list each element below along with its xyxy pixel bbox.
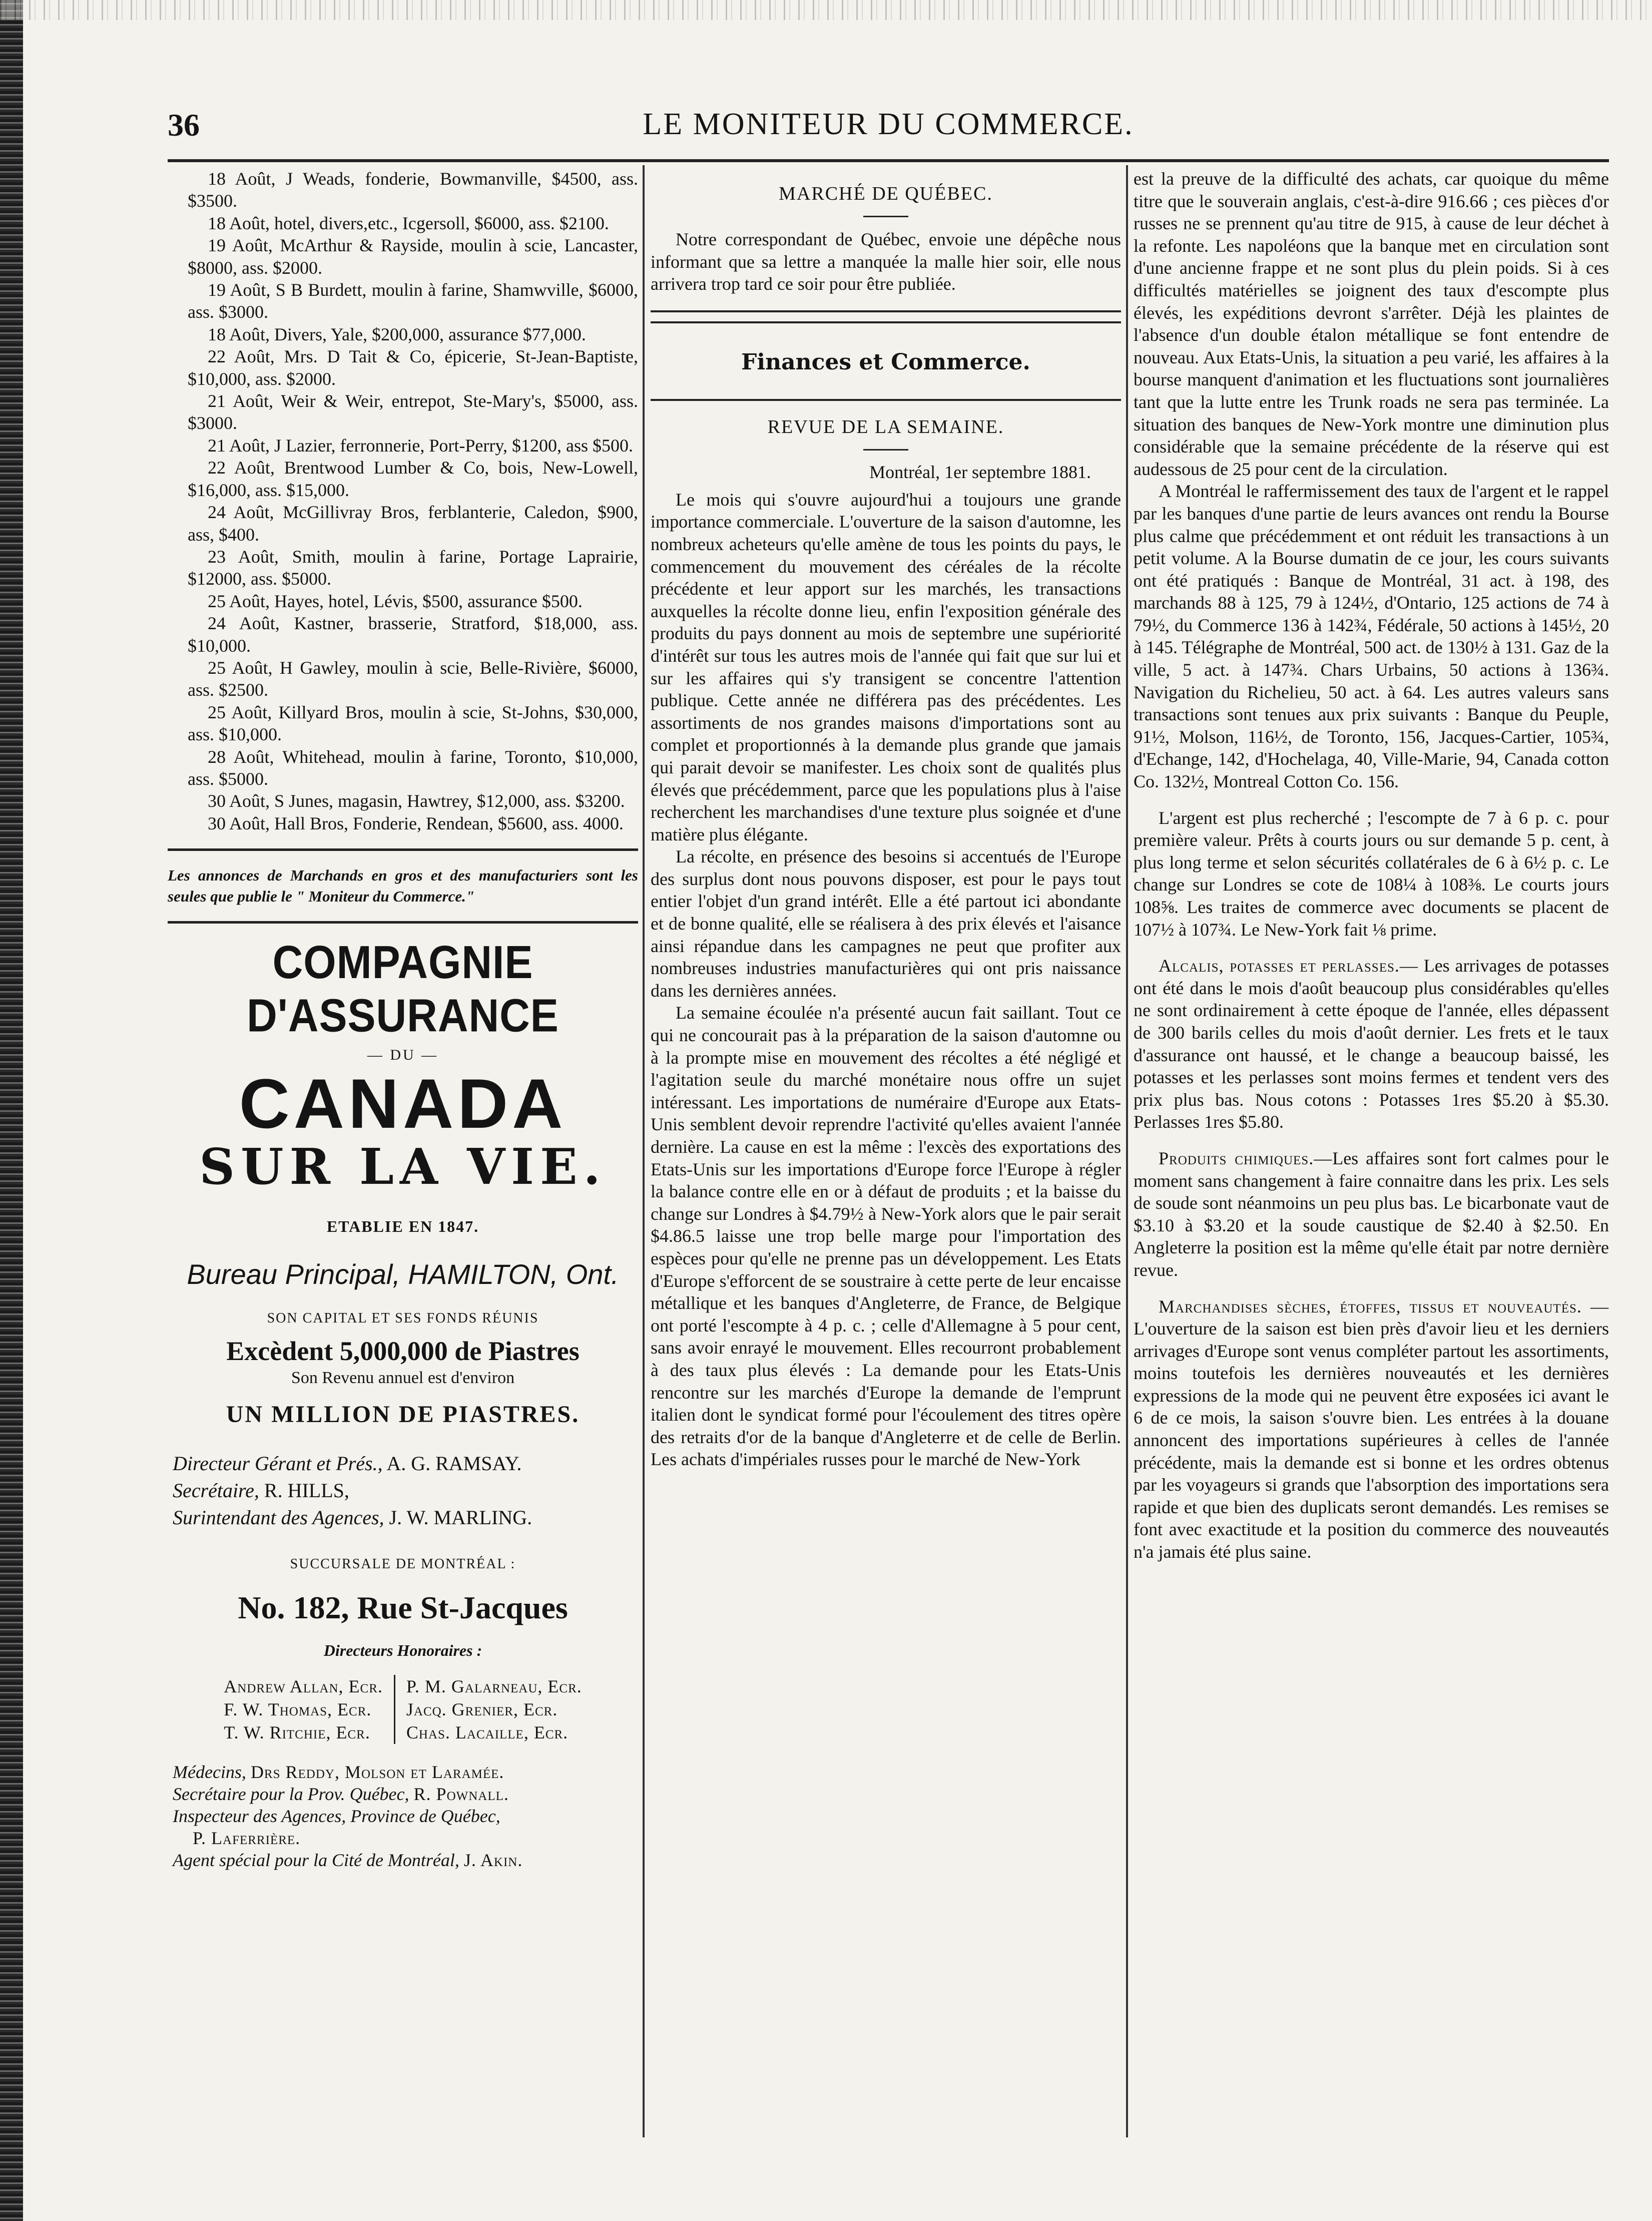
officer-name: R. HILLS,: [264, 1479, 349, 1502]
officer-line: [173, 1477, 638, 1504]
section-heading: Alcalis, potasses et perlasses.—: [1159, 956, 1418, 976]
role-label: Inspecteur des Agences, Province de Québec,: [173, 1806, 500, 1826]
list-item: 23 Août, Smith, moulin à farine, Portage Laprairie, $12000, ass. $5000.: [188, 546, 638, 589]
dry-goods-section: [1134, 1295, 1609, 1563]
director-name: P. M. Galarneau, Ecr.: [406, 1676, 582, 1696]
list-item: 22 Août, Mrs. D Tait & Co, épicerie, St-Jean-Baptiste, $10,000, ass. $2000.: [188, 346, 638, 389]
double-rule: [651, 310, 1121, 323]
finances-title: Finances et Commerce.: [741, 349, 1030, 375]
section-rule: [651, 399, 1121, 401]
ad-company-name: COMPAGNIE D'ASSURANCE: [247, 936, 559, 1042]
list-item: 24 Août, Kastner, brasserie, Stratford, $18,000, ass. $10,000.: [188, 613, 638, 656]
officer-line: [173, 1450, 638, 1477]
director-name: T. W. Ritchie, Ecr.: [224, 1722, 370, 1742]
director-name: F. W. Thomas, Ecr.: [224, 1699, 372, 1719]
section-text: Les arrivages de potasses ont été dans le mois d'août beaucoup plus considérables qu'elles ne sont ordinairement à cette époque de l'année, elles dépassent de 300 barils celles du mois d'août dernier. Les frets et le taux d'assurance ont haussé, et le change a beaucoup baissé, les potasses et les perlasses sont moins fermes et tendent vers des prix plus bas. Nous cotons : Potasses 1res $5.20 à $5.30. Perlasses 1res $5.80.: [1134, 956, 1609, 1132]
list-item: 21 Août, J Lazier, ferronnerie, Port-Perry, $1200, ass $500.: [208, 435, 634, 456]
officer-line: [173, 1504, 638, 1531]
short-rule: [863, 449, 908, 451]
officer-name: A. G. RAMSAY.: [386, 1452, 522, 1475]
list-item: 30 Août, Hall Bros, Fonderie, Rendean, $5600, ass. 4000.: [208, 813, 624, 833]
weekly-review-text: [651, 489, 1121, 1471]
role-value: R. Pownall.: [413, 1784, 509, 1804]
role-value: J. Akin.: [463, 1850, 523, 1870]
director-name: Jacq. Grenier, Ecr.: [406, 1699, 558, 1719]
list-item: 18 Août, Divers, Yale, $200,000, assurance $77,000.: [208, 324, 586, 344]
ad-provincial-secretary: [173, 1783, 638, 1805]
role-label: Secrétaire pour la Prov. Québec,: [173, 1784, 409, 1804]
list-item: 25 Août, Hayes, hotel, Lévis, $500, assurance $500.: [208, 591, 583, 611]
list-item: 18 Août, hotel, divers,etc., Icgersoll, $6000, ass. $2100.: [208, 213, 609, 233]
list-item: 18 Août, J Weads, fonderie, Bowmanville, $4500, ass. $3500.: [188, 169, 638, 211]
page-number: 36: [168, 107, 200, 143]
director-name: Andrew Allan, Ecr.: [224, 1676, 383, 1696]
weekly-review-continued: [1134, 168, 1609, 1563]
list-item: 22 Août, Brentwood Lumber & Co, bois, New-Lowell, $16,000, ass. $15,000.: [188, 458, 638, 500]
chemicals-section: [1134, 1147, 1609, 1281]
officer-role: Directeur Gérant et Prés.,: [173, 1452, 383, 1475]
quebec-market-text: [651, 228, 1121, 295]
header-rule: [168, 159, 1609, 162]
column-right: [1134, 168, 1609, 2136]
paragraph: A Montréal le raffermissement des taux de l'argent et le rappel par les banques d'une partie de leurs avances ont rendu la Bourse plus calme que précédemment et ont réduit les transactions à un petit volume. A la Bourse dumatin de ce jour, les cours suivants ont été pratiqués : Banque de Montréal, 31 act. à 198, des marchands 88 à 125, 79 à 124½, d'Ontario, 125 actions de 74 à 79½, du Commerce 136 à 142¾, Fédérale, 50 actions à 145½, 20 à 145. Télégraphe de Montréal, 500 act. de 130½ à 131. Gaz de la ville, 5 act. à 147¾. Chars Urbains, 50 actions à 136¾. Navigation du Richelieu, 50 act. à 64. Les autres valeurs sans transactions sont tenues aux prix suivants : Banque du Peuple, 91½, Molson, 116½, de Toronto, 156, Jacques-Cartier, 105¾, d'Echange, 142, d'Hochelaga, 40, Ville-Marie, 94, Canada cotton Co. 132½, Montreal Cotton Co. 156.: [1134, 481, 1609, 792]
quebec-market-title: MARCHÉ DE QUÉBEC.: [779, 183, 993, 204]
ad-revenue-label: Son Revenu annuel est d'environ: [291, 1368, 515, 1387]
director-name: Chas. Lacaille, Ecr.: [406, 1722, 569, 1742]
list-item: 25 Août, Killyard Bros, moulin à scie, St-Johns, $30,000, ass. $10,000.: [188, 702, 638, 745]
ad-branch-address: No. 182, Rue St-Jacques: [238, 1589, 568, 1625]
role-value: P. Laferrière.: [193, 1828, 301, 1848]
role-value: Drs Reddy, Molson et Laramée.: [250, 1761, 504, 1782]
ad-capital-label: SON CAPITAL ET SES FONDS RÉUNIS: [267, 1310, 539, 1326]
paragraph: La récolte, en présence des besoins si accentués de l'Europe des surplus dont nous pouvons disposer, est pour le pays tout entier l'objet d'un grand intérêt. Elle a été partout ici abondante et de bonne qualité, elle se réalisera à des prix élevés et l'aisance ainsi répandue dans les campagnes ne peut que profiter aux nombreuses industries manufacturières qui ont pris naissance dans les dernières années.: [651, 846, 1121, 1001]
section-heading: Marchandises sèches, étoffes, tissus et nouveautés. —: [1159, 1296, 1609, 1316]
ad-footer: [168, 1761, 638, 1871]
role-label: Agent spécial pour la Cité de Montréal,: [173, 1850, 459, 1870]
paragraph: est la preuve de la difficulté des achats, car quoique du même titre que le souverain anglais, c'est-à-dire 916.66 ; ces pièces d'or russes ne se prennent qu'au titre de 915, à cause de leur déchet à la refonte. Les napoléons que la banque met en circulation sont d'une ancienne frappe et ne sont plus du plein poids. Si à ces difficultés matérielles se joignent des taux d'escompte plus élevés, les expéditions devront s'arrêter. Déjà les plaintes de l'absence d'un double étalon métallique se font entendre de nouveau. Aux Etats-Unis, la situation a peu varié, les affaires à la bourse manquent d'animation et les fluctuations sont journalières tant que la lutte entre les Trunk roads ne sera pas terminée. La situation des banques de New-York montre une diminution plus considérable que la semaine précédente de la réserve qui est audessous de 25 pour cent de la circulation.: [1134, 169, 1609, 479]
column-rule: [643, 165, 645, 2137]
officer-role: Secrétaire,: [173, 1479, 259, 1502]
fire-list: [168, 168, 638, 834]
separator-rule: [168, 921, 638, 924]
officer-role: Surintendant des Agences,: [173, 1506, 384, 1529]
role-label: Médecins,: [173, 1761, 246, 1782]
scan-edge: [0, 0, 23, 2221]
dateline: Montréal, 1er septembre 1881.: [869, 462, 1091, 482]
list-item: 28 Août, Whitehead, moulin à farine, Toronto, $10,000, ass. $5000.: [188, 746, 638, 789]
column-middle: [651, 168, 1121, 2136]
insurance-advertisement: [168, 936, 638, 1871]
advertising-notice: Les annonces de Marchands en gros et des manufacturiers sont les seules que publie le " Moniteur du Commerce.": [168, 848, 638, 907]
column-left: [168, 168, 638, 2136]
ad-directors: [168, 1675, 638, 1744]
list-item: 19 Août, S B Burdett, moulin à farine, Shamwville, $6000, ass. $3000.: [188, 280, 638, 322]
ad-head-office: Bureau Principal, HAMILTON, Ont.: [187, 1258, 619, 1290]
weekly-review-title: REVUE DE LA SEMAINE.: [767, 416, 1004, 437]
paragraph: L'argent est plus recherché ; l'escompte de 7 à 6 p. c. pour première valeur. Prêts à courts jours ou sur demande 5 p. cent, à plus long terme et selon sécurités collatérales de 6 à 6½ p. c. Le change sur Londres se cote de 108¼ à 108⅜. Le courts jours 108⅝. Les traites de commerce avec documents se placent de 107½ à 107¾. Le New-York fait ⅛ prime.: [1134, 807, 1609, 940]
ad-special-agent: [173, 1849, 638, 1871]
list-item: 30 Août, S Junes, magasin, Hawtrey, $12,000, ass. $3200.: [208, 791, 625, 811]
directors-right: [394, 1675, 593, 1744]
section-text: L'ouverture de la saison est bien près d'avoir lieu et les derniers arrivages d'Europe sont venus compléter partout les assortiments, moins toutefois les dernières nouveautés et les dernières expressions de la mode qui ne peuvent être exposées ici avant le 6 de ce mois, la saison s'ouvre bien. Les entrées à la douane annoncent des importations supérieures à celles de l'année précédente, mais la demande est si bonne et les ordres obtenus par les voyageurs si grands que l'absorption des importations sera rapide et que bien des duplicats seront demandés. Les remises se font avec exactitude et la position du commerce des nouveautés n'a jamais été plus saine.: [1134, 1318, 1609, 1562]
officer-name: J. W. MARLING.: [389, 1506, 532, 1529]
ad-branch-label: SUCCURSALE DE MONTRÉAL :: [290, 1556, 516, 1572]
column-rule: [1126, 165, 1128, 2137]
list-item: 25 Août, H Gawley, moulin à scie, Belle-Rivière, $6000, ass. $2500.: [188, 657, 638, 700]
ad-physicians: [173, 1761, 638, 1783]
short-rule: [863, 216, 908, 217]
ad-officers: [168, 1450, 638, 1531]
paragraph: Le mois qui s'ouvre aujourd'hui a toujours une grande importance commerciale. L'ouverture de la saison d'automne, les nombreux acheteurs qu'elle amène de tous les points du pays, le commencement du mouvement des céréales de la récolte précédente et leur apport sur les marchés, les transactions auxquelles la récolte donne lieu, enfin l'exposition générale des produits du pays donnent au mois de septembre une supériorité d'intérêt sur tous les autres mois de l'année qui fait que sur lui et sur les affaires qui s'y transigent se concentre l'attention publique. Cette année ne différera pas des précédentes. Les assortiments de nos grandes maisons d'importations sont au complet et proportionnés à la demande plus grande que jamais qui parait devoir se manifester. Les choix sont de qualités plus élevés que précédemment, parce que les populations plus à l'aise recherchent les marchandises d'une texture plus soignée et d'une matière plus élégante.: [651, 489, 1121, 844]
list-item: 24 Août, McGillivray Bros, ferblanterie, Caledon, $900, ass, $400.: [188, 502, 638, 545]
potash-section: [1134, 955, 1609, 1133]
ad-established: ETABLIE EN 1847.: [326, 1217, 479, 1235]
ad-revenue-amount: UN MILLION DE PIASTRES.: [226, 1401, 580, 1428]
ad-inspector: [173, 1805, 638, 1827]
ad-sur-la-vie: SUR LA VIE.: [199, 1138, 607, 1196]
ad-canada: CANADA: [239, 1064, 567, 1143]
ad-capital-amount: Excèdent 5,000,000 de Piastres: [226, 1336, 580, 1366]
scan-noise: [0, 0, 1652, 20]
list-item: 21 Août, Weir & Weir, entrepot, Ste-Mary's, $5000, ass. $3000.: [188, 391, 638, 433]
masthead: LE MONITEUR DU COMMERCE.: [643, 107, 1134, 141]
directors-left: [213, 1675, 394, 1744]
ad-directors-title: Directeurs Honoraires :: [323, 1641, 482, 1659]
paragraph: Notre correspondant de Québec, envoie une dépêche nous informant que sa lettre a manquée la malle hier soir, elle nous arrivera trop tard ce soir pour être publiée.: [651, 229, 1121, 294]
ad-du: — DU —: [367, 1047, 439, 1064]
section-heading: Produits chimiques.—: [1159, 1148, 1333, 1168]
list-item: 19 Août, McArthur & Rayside, moulin à scie, Lancaster, $8000, ass. $2000.: [188, 235, 638, 278]
paragraph: La semaine écoulée n'a présenté aucun fait saillant. Tout ce qui ne concourait pas à la préparation de la saison d'automne ou à la prompte mise en mouvement des récoltes a été négligé et l'agitation seule du marché monétaire nous offre un sujet intéressant. Les importations de numéraire d'Europe aux Etats-Unis semblent devoir reprendre l'activité qu'elles avaient l'année dernière. La cause en est la même : l'excès des exportations des Etats-Unis sur les importations d'Europe force l'Europe à régler la balance contre elle en or à défaut de produits ; et la baisse du change sur Londres à $4.79½ à New-York alors que le pair serait $4.86.5 laisse une trop belle marge pour l'importation des espèces pour qu'elle ne prenne pas un développement. Les Etats d'Europe s'efforcent de se soustraire à cette perte de leur encaisse métallique et les banques d'Angleterre, de France, de Belgique ont porté l'escompte à 4 p. c. ; celle d'Allemagne à 5 pour cent, sans avoir enrayé le mouvement. Elles recourront probablement à des taux plus élevés : La demande pour les Etats-Unis rencontre sur les marchés d'Europe la demande de l'emprunt italien dont le syndicat formé pour l'écoulement des titres opère des retraits d'or de la banque d'Angleterre et de celle de Berlin. Les achats d'impériales russes pour le marché de New-York: [651, 1003, 1121, 1470]
page-header: [168, 103, 1609, 158]
section-text: Les affaires sont fort calmes pour le moment sans changement à faire connaitre dans les prix. Les sels de soude sont néanmoins un peu plus bas. Le bicarbonate vaut de $3.10 à $3.20 et la soude caustique de $2.40 à $2.50. En Angleterre la position est la même qu'elle était par notre dernière revue.: [1134, 1148, 1609, 1280]
